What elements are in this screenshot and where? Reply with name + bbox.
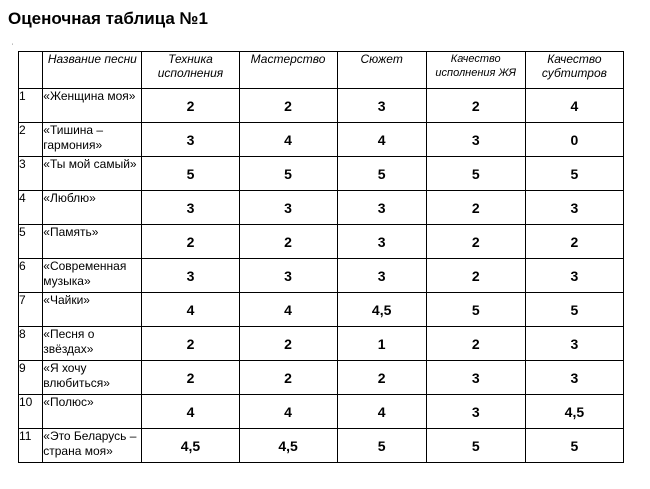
technique-score: 3 [142,123,239,157]
mastery-score: 3 [239,259,337,293]
header-plot: Сюжет [337,52,426,89]
subtitles-score: 5 [525,157,623,191]
table-row [19,361,624,395]
subtitles-score: 0 [525,123,623,157]
mastery-score: 5 [239,157,337,191]
song-name: «Чайки» [43,293,142,327]
plot-score: 5 [337,157,426,191]
song-name: «Современная музыка» [43,259,142,293]
zhya-score: 2 [426,259,525,293]
song-name: «Это Беларусь – страна моя» [43,429,142,463]
song-name: «Тишина – гармония» [43,123,142,157]
plot-score: 3 [337,259,426,293]
row-number: 6 [19,259,43,293]
header-number [19,52,43,89]
subtitles-score: 5 [525,429,623,463]
song-name: «Песня о звёздах» [43,327,142,361]
plot-score: 3 [337,191,426,225]
table-row [19,327,624,361]
row-number: 7 [19,293,43,327]
row-number: 4 [19,191,43,225]
plot-score: 4 [337,123,426,157]
mastery-score: 2 [239,327,337,361]
zhya-score: 5 [426,293,525,327]
mastery-score: 2 [239,89,337,123]
subtitles-score: 4 [525,89,623,123]
zhya-score: 2 [426,89,525,123]
table-row [19,293,624,327]
song-name: «Ты мой самый» [43,157,142,191]
subtitles-score: 3 [525,259,623,293]
zhya-score: 2 [426,191,525,225]
page-title: Оценочная таблица №1 [8,9,208,28]
zhya-score: 3 [426,123,525,157]
mastery-score: 4,5 [239,429,337,463]
plot-score: 2 [337,361,426,395]
row-number: 9 [19,361,43,395]
zhya-score: 3 [426,361,525,395]
subtitles-score: 3 [525,191,623,225]
header-mastery: Мастерство [239,52,337,89]
plot-score: 3 [337,225,426,259]
technique-score: 2 [142,225,239,259]
technique-score: 2 [142,361,239,395]
header-song: Название песни [43,52,142,89]
subtitles-score: 5 [525,293,623,327]
zhya-score: 2 [426,225,525,259]
zhya-score: 5 [426,429,525,463]
row-number: 3 [19,157,43,191]
plot-score: 4 [337,395,426,429]
plot-score: 5 [337,429,426,463]
row-number: 1 [19,89,43,123]
song-name: «Женщина моя» [43,89,142,123]
header-subtitles-quality: Качество субтитров [525,52,623,89]
plot-score: 3 [337,89,426,123]
mastery-score: 4 [239,123,337,157]
table-row [19,395,624,429]
technique-score: 3 [142,259,239,293]
technique-score: 2 [142,89,239,123]
corner-mark: ' [12,44,14,50]
technique-score: 5 [142,157,239,191]
row-number: 10 [19,395,43,429]
zhya-score: 3 [426,395,525,429]
technique-score: 4 [142,293,239,327]
zhya-score: 5 [426,157,525,191]
table-row [19,123,624,157]
subtitles-score: 2 [525,225,623,259]
mastery-score: 4 [239,395,337,429]
row-number: 11 [19,429,43,463]
row-number: 2 [19,123,43,157]
table-row [19,225,624,259]
row-number: 5 [19,225,43,259]
table-header-row [19,52,624,89]
mastery-score: 4 [239,293,337,327]
subtitles-score: 3 [525,361,623,395]
song-name: «Память» [43,225,142,259]
table-row [19,259,624,293]
table-row [19,89,624,123]
technique-score: 4,5 [142,429,239,463]
row-number: 8 [19,327,43,361]
plot-score: 4,5 [337,293,426,327]
score-table [18,51,624,463]
song-name: «Люблю» [43,191,142,225]
mastery-score: 2 [239,361,337,395]
table-row [19,191,624,225]
song-name: «Я хочу влюбиться» [43,361,142,395]
subtitles-score: 4,5 [525,395,623,429]
subtitles-score: 3 [525,327,623,361]
technique-score: 4 [142,395,239,429]
mastery-score: 2 [239,225,337,259]
technique-score: 3 [142,191,239,225]
header-technique: Техника исполнения [142,52,239,89]
table-row [19,157,624,191]
zhya-score: 2 [426,327,525,361]
table-row [19,429,624,463]
song-name: «Полюс» [43,395,142,429]
plot-score: 1 [337,327,426,361]
mastery-score: 3 [239,191,337,225]
header-zhya-quality: Качество исполнения ЖЯ [426,52,525,89]
technique-score: 2 [142,327,239,361]
